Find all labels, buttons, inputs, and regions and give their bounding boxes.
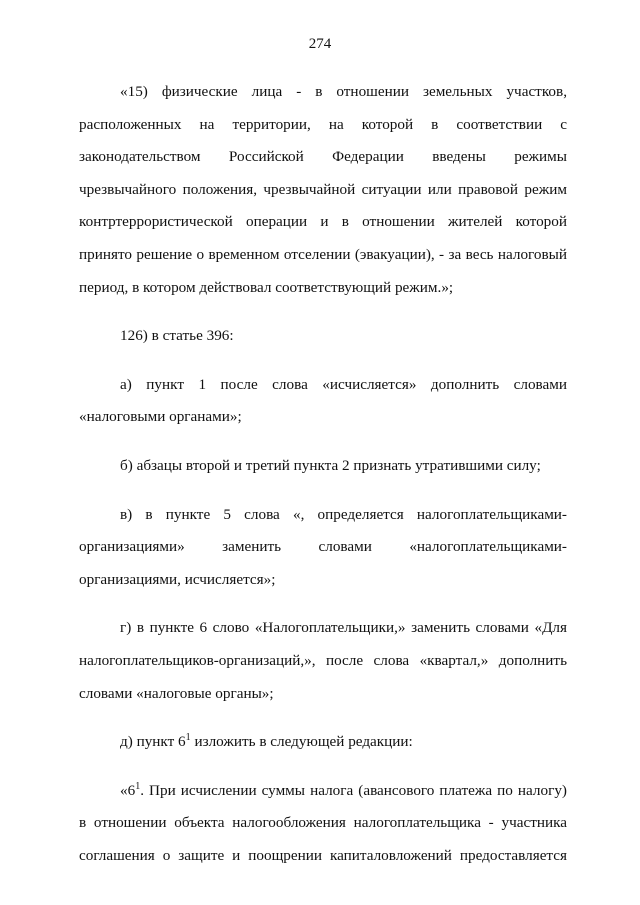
superscript-marker: 1 — [135, 780, 141, 792]
document-body — [79, 76, 567, 888]
paragraph-g-item-6: г) в пункте 6 слово «Налогоплательщики,» заменить словами «Для налогоплательщиков-организаций,», после слова «квартал,» дополнить словами «налоговые органы»; — [79, 619, 567, 702]
paragraph-d-text-before: д) пункт 6 — [120, 733, 186, 751]
paragraph-6-1-new-wording — [79, 775, 567, 873]
paragraph-b-item-2: б) абзацы второй и третий пункта 2 признать утратившими силу; — [120, 456, 541, 474]
paragraph-126-article-396: 126) в статье 396: — [120, 327, 234, 345]
paragraph-6-1-text-after: . При исчислении суммы налога (авансового платежа по налогу) в отношении объекта налогообложения налогоплательщика - участника соглашения о защите и поощрении капиталовложений предоставляется — [79, 781, 567, 864]
paragraph-v-item-5: в) в пункте 5 слова «, определяется налогоплательщиками-организациями» заменить словами «налогоплательщиками-организациями, исчисляется»; — [79, 505, 567, 588]
paragraph-6-1-text-before: «6 — [120, 781, 136, 799]
superscript-marker: 1 — [185, 732, 191, 744]
page-number: 274 — [308, 36, 332, 52]
paragraph-a-item-1: а) пункт 1 после слова «исчисляется» дополнить словами «налоговыми органами»; — [79, 375, 567, 426]
paragraph-15-individuals: «15) физические лица - в отношении земельных участков, расположенных на территории, на которой в соответствии с законодательством Российской Федерации введены режимы чрезвычайного положения, чрезвычайной ситуации или правовой режим контртеррористической операции и в отношении жителей которой принято решение о временном отселении (эвакуации), - за весь налоговый период, в котором действовал соответствующий режим.»; — [79, 83, 567, 296]
paragraph-d-text-after: изложить в следующей редакции: — [190, 733, 413, 751]
paragraph-d-item-6-1 — [79, 726, 567, 759]
